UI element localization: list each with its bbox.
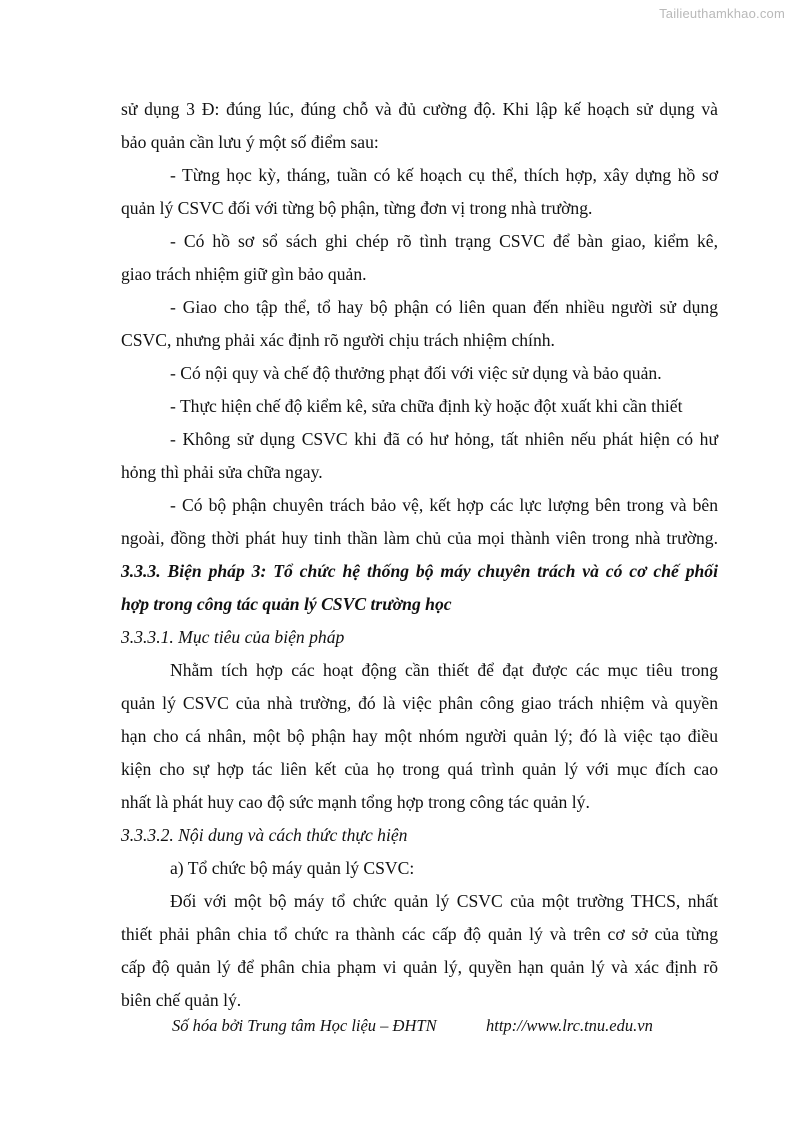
text-line: nhất là phát huy cao độ sức mạnh tổng hợp trong công tác quản lý. [121, 792, 590, 812]
text-line: quản lý CSVC đối với từng bộ phận, từng đơn vị trong nhà trường. [121, 198, 593, 218]
text-line: a) Tổ chức bộ máy quản lý CSVC: [170, 858, 415, 878]
subsection-heading: 3.3.3.2. Nội dung và cách thức thực hiện [121, 825, 408, 845]
text-line: hỏng thì phải sửa chữa ngay. [121, 462, 323, 482]
footer-url: http://www.lrc.tnu.edu.vn [486, 1016, 653, 1035]
text-line: Đối với một bộ máy tổ chức quản lý CSVC của một trường THCS, nhất [170, 891, 718, 911]
text-line: cấp độ quản lý để phân chia phạm vi quản lý, quyền hạn quản lý và xác định rõ [121, 957, 718, 977]
text-line: hạn cho cá nhân, một bộ phận hay một nhóm người quản lý; đó là việc tạo điều [121, 726, 718, 746]
section-heading: hợp trong công tác quản lý CSVC trường học [121, 594, 452, 614]
footer-source: Số hóa bởi Trung tâm Học liệu – ĐHTN [172, 1016, 437, 1035]
subsection-heading: 3.3.3.1. Mục tiêu của biện pháp [121, 627, 345, 647]
watermark: Tailieuthamkhao.com [659, 6, 785, 21]
text-line: ngoài, đồng thời phát huy tinh thần làm chủ của mọi thành viên trong nhà trường. [121, 528, 718, 548]
text-line: - Giao cho tập thể, tổ hay bộ phận có liên quan đến nhiều người sử dụng [170, 297, 718, 317]
section-heading: 3.3.3. Biện pháp 3: Tổ chức hệ thống bộ máy chuyên trách và có cơ chế phối [121, 561, 718, 581]
text-line: CSVC, nhưng phải xác định rõ người chịu trách nhiệm chính. [121, 330, 555, 350]
text-line: biên chế quản lý. [121, 990, 242, 1010]
text-line: - Có nội quy và chế độ thưởng phạt đối với việc sử dụng và bảo quản. [170, 363, 662, 383]
text-line: Nhằm tích hợp các hoạt động cần thiết để đạt được các mục tiêu trong [170, 660, 718, 680]
text-line: kiện cho sự hợp tác liên kết của họ trong quá trình quản lý với mục đích cao [121, 759, 718, 779]
text-line: quản lý CSVC của nhà trường, đó là việc phân công giao trách nhiệm và quyền [121, 693, 718, 713]
text-line: giao trách nhiệm giữ gìn bảo quản. [121, 264, 367, 284]
text-line: - Có bộ phận chuyên trách bảo vệ, kết hợp các lực lượng bên trong và bên [170, 495, 718, 515]
text-line: sử dụng 3 Đ: đúng lúc, đúng chỗ và đủ cường độ. Khi lập kế hoạch sử dụng và [121, 99, 718, 119]
text-line: thiết phải phân chia tổ chức ra thành các cấp độ quản lý và trên cơ sở của từng [121, 924, 718, 944]
text-line: - Từng học kỳ, tháng, tuần có kế hoạch cụ thể, thích hợp, xây dựng hồ sơ [170, 165, 718, 185]
text-line: - Thực hiện chế độ kiểm kê, sửa chữa định kỳ hoặc đột xuất khi cần thiết [170, 396, 683, 416]
text-line: - Không sử dụng CSVC khi đã có hư hỏng, tất nhiên nếu phát hiện có hư [170, 429, 718, 449]
page-body [121, 93, 718, 1017]
text-line: bảo quản cần lưu ý một số điểm sau: [121, 132, 379, 152]
text-line: - Có hồ sơ sổ sách ghi chép rõ tình trạng CSVC để bàn giao, kiểm kê, [170, 231, 718, 251]
